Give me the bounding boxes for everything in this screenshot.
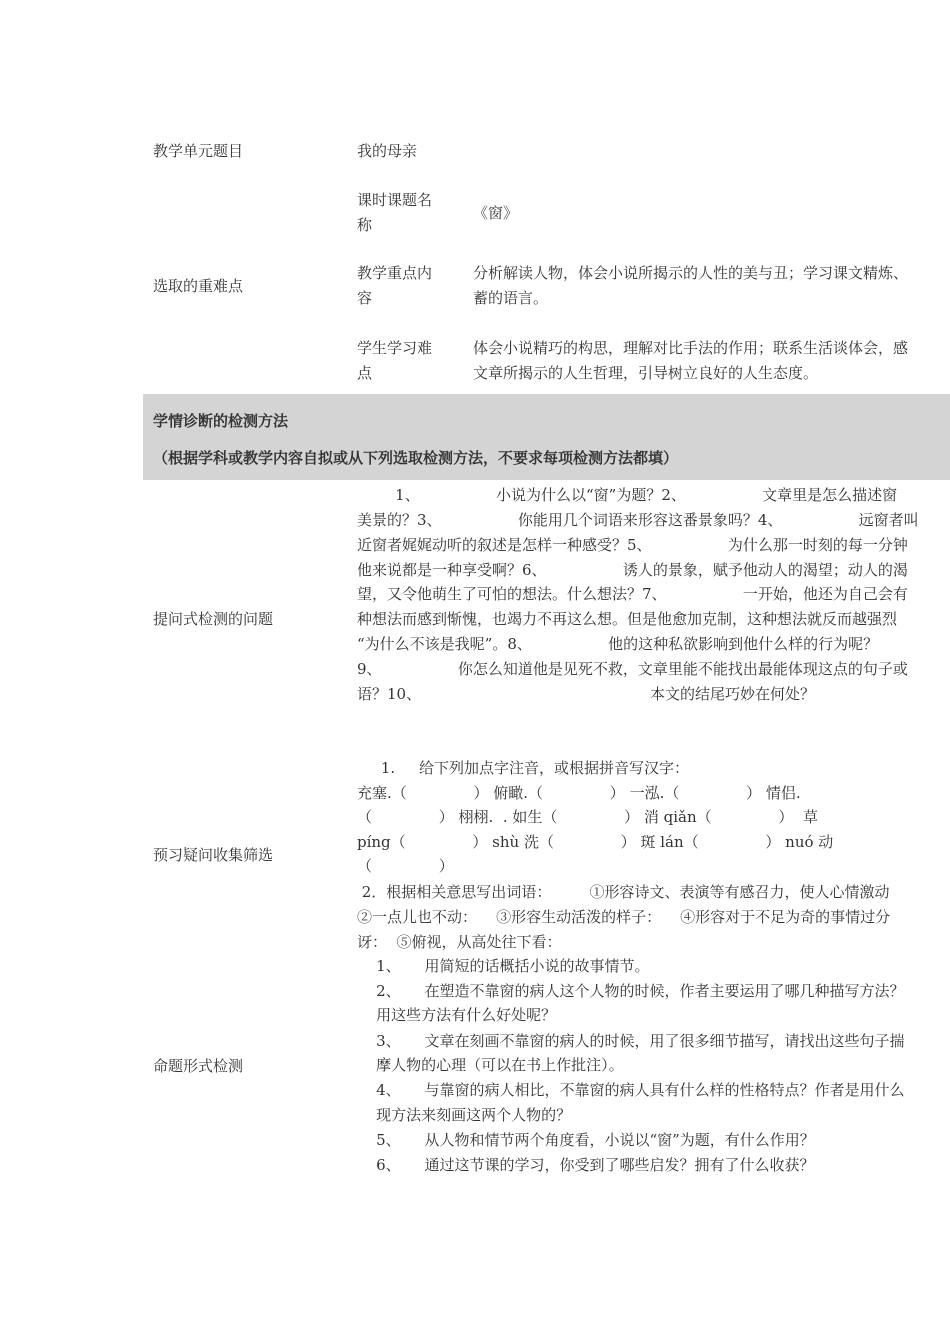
focus-label-line2: 容 <box>357 289 373 307</box>
questioning-line: 他来说都是一种享受啊？6、 诱人的景象，赋予他动人的渴望；动人的渴 <box>357 561 908 579</box>
focus-text-line2: 蓄的语言。 <box>473 289 549 307</box>
preview-line: （ ） <box>357 857 454 875</box>
unit-value: 我的母亲 <box>357 142 418 160</box>
questioning-line: 美景的？3、 你能用几个词语来形容这番景象吗？4、 远窗者叫 <box>357 511 919 529</box>
difficulty-label: 选取的重难点 <box>153 277 244 295</box>
questioning-line: 望，又令他萌生了可怕的想法。什么想法？7、 一开始，他还为自己会有 <box>357 585 908 603</box>
questioning-line: 种想法而感到惭愧，也竭力不再这么想。但是他愈加克制，这种想法就反而越强烈 <box>357 610 898 628</box>
questioning-line: 语？10、 本文的结尾巧妙在何处？ <box>357 685 815 703</box>
lesson-label-line1: 课时课题名 <box>357 191 433 209</box>
proposition-line: 3、 文章在刻画不靠窗的病人的时候，用了很多细节描写，请找出这些句子揣 <box>357 1032 905 1050</box>
preview-line: 讶： ⑤俯视，从高处往下看： <box>357 933 562 951</box>
unit-label: 教学单元题目 <box>153 142 244 160</box>
proposition-line: 摩人物的心理（可以在书上作批注）。 <box>357 1056 624 1074</box>
preview-label: 预习疑问收集筛选 <box>153 846 274 864</box>
questioning-label: 提问式检测的问题 <box>153 610 274 628</box>
lesson-value: 《窗》 <box>473 204 519 222</box>
proposition-line: 现方法来刻画这两个人物的？ <box>357 1106 572 1124</box>
preview-line: píng（ ） shù 洗（ ） 斑 lán（ ） nuó 动 <box>357 833 834 851</box>
preview-line: 充塞.（ ） 俯瞰.（ ） 一泓.（ ） 情侣. <box>357 784 801 802</box>
proposition-label: 命题形式检测 <box>153 1057 244 1075</box>
hard-label-line2: 点 <box>357 364 373 382</box>
lesson-label-line2: 称 <box>357 216 373 234</box>
hard-label-line1: 学生学习难 <box>357 339 433 357</box>
hard-text-line2: 文章所揭示的人生哲理，引导树立良好的人生态度。 <box>473 364 819 382</box>
proposition-line: 2、 在塑造不靠窗的病人这个人物的时候，作者主要运用了哪几种描写方法？ <box>357 982 905 1000</box>
proposition-line: 5、 从人物和情节两个角度看，小说以“窗”为题，有什么作用？ <box>357 1131 815 1149</box>
focus-label-line1: 教学重点内 <box>357 264 433 282</box>
focus-text-line1: 分析解读人物，体会小说所揭示的人性的美与丑；学习课文精炼、 <box>473 264 909 282</box>
questioning-line: 近窗者娓娓动听的叙述是怎样一种感受？5、 为什么那一时刻的每一分钟 <box>357 536 908 554</box>
diagnosis-title: 学情诊断的检测方法 <box>153 412 289 430</box>
preview-line: （ ） 栩栩. . 如生（ ） 消 qiǎn（ ） 草 <box>357 808 818 826</box>
preview-line: ②一点儿也不动： ③形容生动活泼的样子： ④形容对于不足为奇的事情过分 <box>357 908 891 926</box>
preview-line: 2．根据相关意思写出词语： ①形容诗文、表演等有感召力，使人心情激动 <box>357 883 890 901</box>
questioning-line: 1、 小说为什么以“窗”为题？2、 文章里是怎么描述窗 <box>357 486 898 504</box>
proposition-line: 6、 通过这节课的学习，你受到了哪些启发？拥有了什么收获？ <box>357 1156 815 1174</box>
questioning-line: “为什么不该是我呢”。8、 他的这种私欲影响到他什么样的行为呢？ <box>357 635 879 653</box>
diagnosis-note: （根据学科或教学内容自拟或从下列选取检测方法，不要求每项检测方法都填） <box>153 449 679 467</box>
hard-text-line1: 体会小说精巧的构思，理解对比手法的作用；联系生活谈体会，感 <box>473 339 909 357</box>
proposition-line: 用这些方法有什么好处呢？ <box>357 1006 557 1024</box>
preview-line: 1. 给下列加点字注音，或根据拼音写汉字： <box>357 759 689 777</box>
proposition-line: 1、 用简短的话概括小说的故事情节。 <box>357 957 650 975</box>
questioning-line: 9、 你怎么知道他是见死不救，文章里能不能找出最能体现这点的句子或 <box>357 660 908 678</box>
proposition-line: 4、 与靠窗的病人相比，不靠窗的病人具有什么样的性格特点？作者是用什么 <box>357 1081 905 1099</box>
